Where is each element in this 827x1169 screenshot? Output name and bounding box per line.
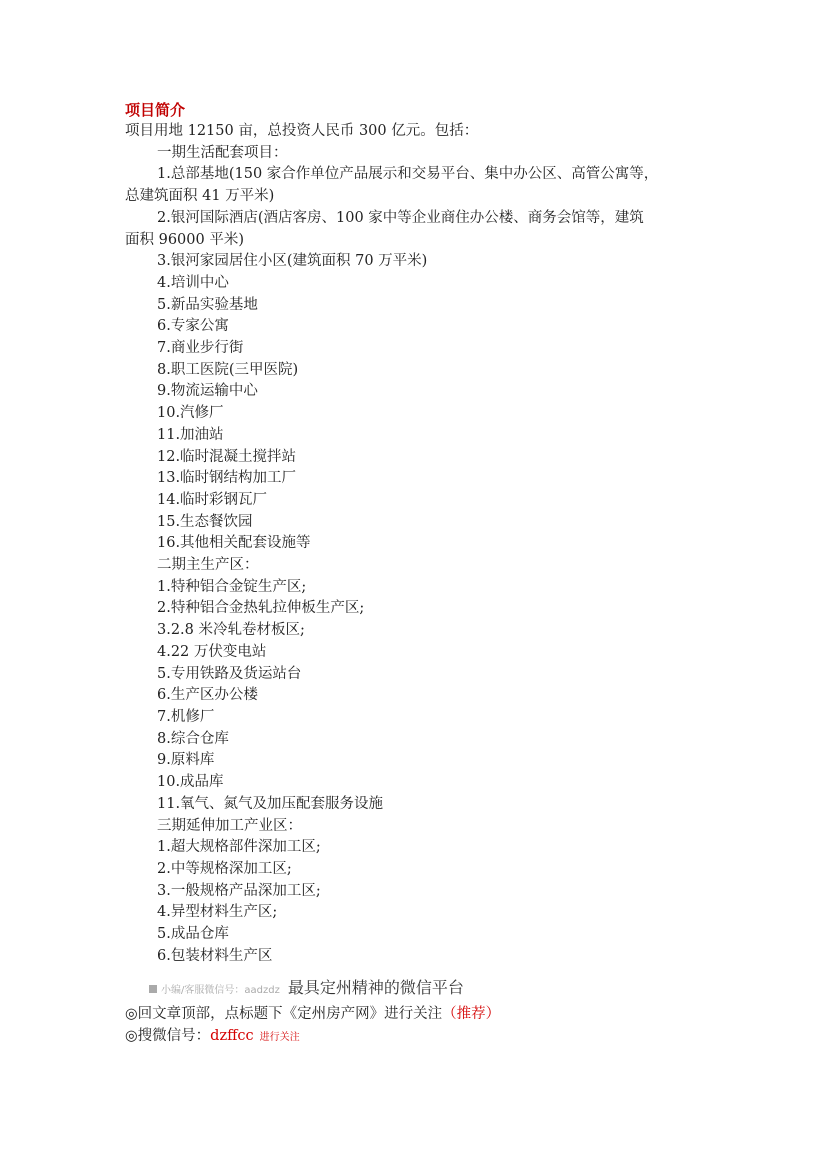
phase3-item: 4.异型材料生产区; xyxy=(157,904,278,921)
phase1-item: 12.临时混凝土搅拌站 xyxy=(157,448,297,465)
phase3-item: 1.超大规格部件深加工区; xyxy=(157,839,321,856)
phase3-heading: 三期延伸加工产业区： xyxy=(157,817,302,834)
phase1-item-1a: 1.总部基地(150 家合作单位产品展示和交易平台、集中办公区、高管公寓等， xyxy=(157,166,659,183)
phase2-item: 11.氧气、氮气及加压配套服务设施 xyxy=(157,795,384,812)
phase1-item-1b: 总建筑面积 41 万平米) xyxy=(125,188,275,205)
phase2-item: 7.机修厂 xyxy=(157,708,215,725)
phase2-item: 5.专用铁路及货运站台 xyxy=(157,665,302,682)
phase3-list xyxy=(125,837,705,967)
phase1-item: 6.专家公寓 xyxy=(157,318,229,335)
phase3-item: 2.中等规格深加工区; xyxy=(157,860,292,877)
recommend-tag: （推荐） xyxy=(442,1006,501,1022)
phase1-item: 8.职工医院(三甲医院) xyxy=(157,361,299,378)
page-title: 项目简介 xyxy=(125,101,186,119)
article-body xyxy=(125,100,705,967)
phase1-item: 13.临时钢结构加工厂 xyxy=(157,470,297,487)
phase3-item: 5.成品仓库 xyxy=(157,926,229,943)
phase1-item: 14.临时彩钢瓦厂 xyxy=(157,491,268,508)
phase2-list xyxy=(125,577,705,816)
phase1-item: 16.其他相关配套设施等 xyxy=(157,535,311,552)
phase3-item: 6.包装材料生产区 xyxy=(157,947,273,964)
follow-hint: 进行关注 xyxy=(259,1032,300,1043)
footer xyxy=(125,975,725,1049)
phase1-item: 4.培训中心 xyxy=(157,274,229,291)
promo-slogan: 最具定州精神的微信平台 xyxy=(287,978,464,997)
phase1-item: 7.商业步行街 xyxy=(157,340,244,357)
phase3-item: 3.一般规格产品深加工区; xyxy=(157,882,321,899)
phase1-item-2a: 2.银河国际酒店(酒店客房、100 家中等企业商住办公楼、商务会馆等，建筑 xyxy=(157,209,644,226)
follow-instruction: ◎回文章顶部，点标题下《定州房产网》进行关注 xyxy=(125,1006,443,1022)
phase1-item-2b: 面积 96000 平米) xyxy=(125,231,245,248)
phase2-item: 2.特种铝合金热轧拉伸板生产区; xyxy=(157,600,365,617)
phase1-item: 10.汽修厂 xyxy=(157,405,224,422)
square-icon xyxy=(149,985,157,993)
phase1-heading: 一期生活配套项目： xyxy=(157,144,288,161)
phase1-item: 9.物流运输中心 xyxy=(157,383,258,400)
intro-text: 项目用地 12150 亩，总投资人民币 300 亿元。包括： xyxy=(125,123,479,139)
search-instruction: ◎搜微信号： xyxy=(125,1028,211,1044)
follow-line-1 xyxy=(125,1003,725,1025)
phase2-item: 9.原料库 xyxy=(157,752,215,769)
promo-line xyxy=(125,975,725,1003)
wechat-id-link[interactable]: dzffcc xyxy=(210,1028,254,1044)
phase1-list xyxy=(125,251,705,555)
phase2-item: 1.特种铝合金锭生产区; xyxy=(157,578,307,595)
phase2-item: 6.生产区办公楼 xyxy=(157,687,258,704)
phase2-item: 8.综合仓库 xyxy=(157,730,229,747)
promo-wechat-id: 小编/客服微信号：aadzdz xyxy=(149,981,280,996)
phase1-item: 3.银河家园居住小区(建筑面积 70 万平米) xyxy=(157,253,428,270)
phase1-item: 11.加油站 xyxy=(157,426,224,443)
phase2-heading: 二期主生产区： xyxy=(157,557,259,574)
phase2-item: 3.2.8 米冷轧卷材板区; xyxy=(157,622,305,639)
phase1-item: 5.新品实验基地 xyxy=(157,296,258,313)
phase1-item: 15.生态餐饮园 xyxy=(157,513,253,530)
phase2-item: 10.成品库 xyxy=(157,774,224,791)
phase2-item: 4.22 万伏变电站 xyxy=(157,643,267,660)
follow-line-2 xyxy=(125,1025,725,1049)
